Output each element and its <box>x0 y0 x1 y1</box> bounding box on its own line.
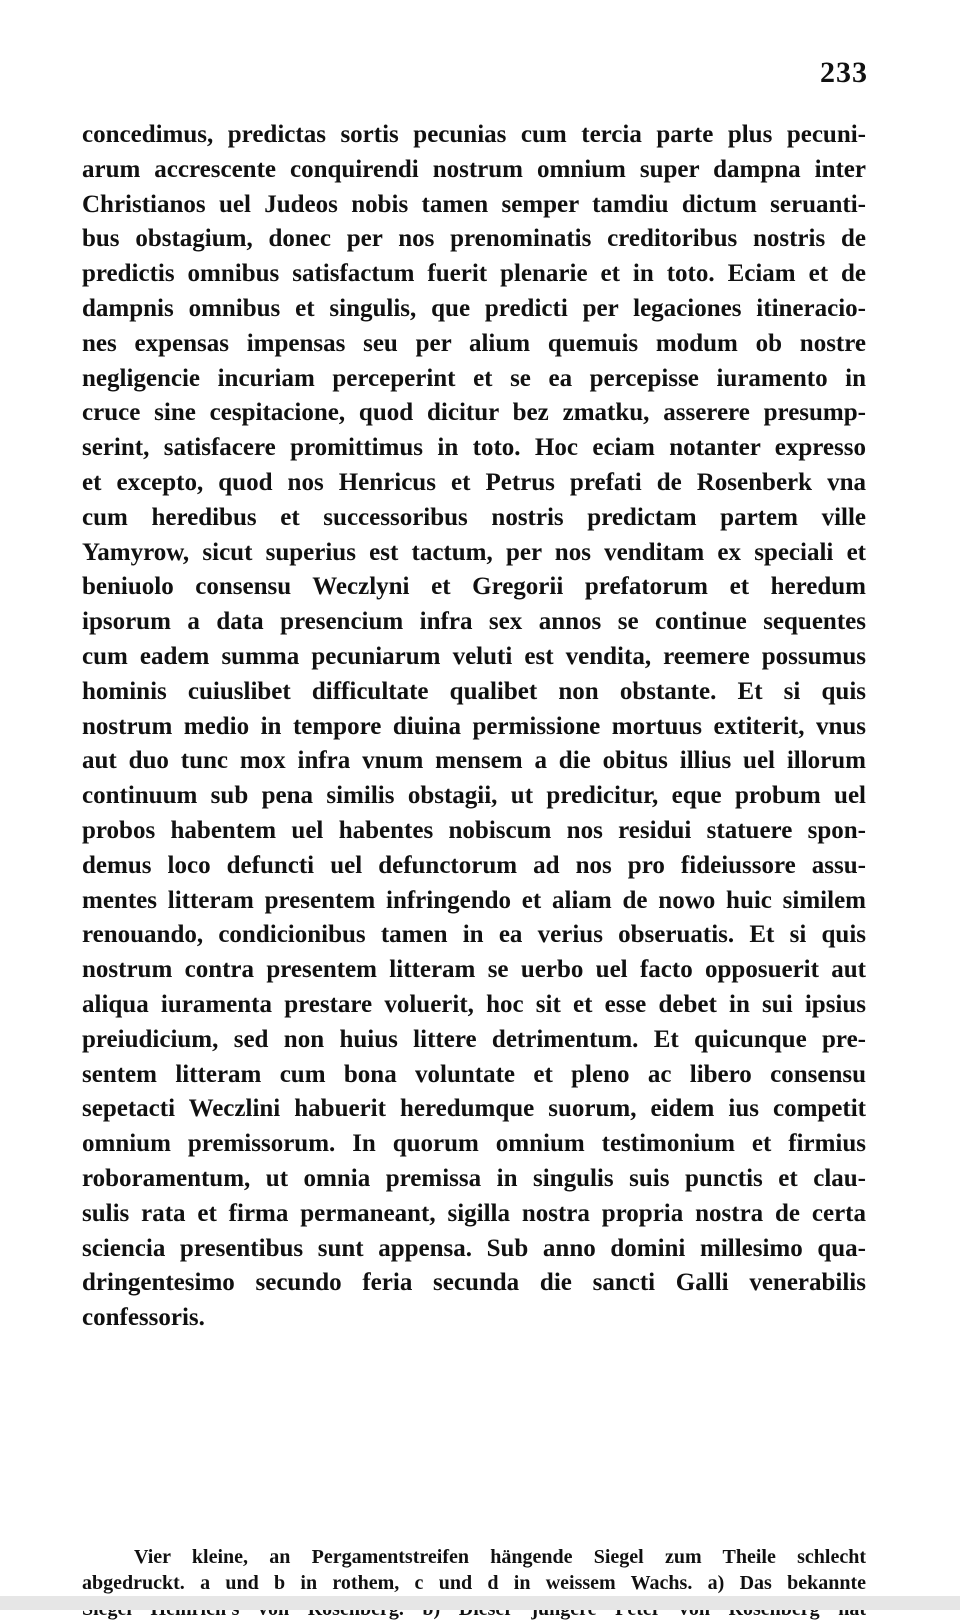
footnote <box>82 1544 866 1622</box>
body-line: nes expensas impensas seu per alium quemuis modum ob nostre <box>82 329 866 357</box>
body-line: sepetacti Weczlini habuerit heredumque suorum, eidem ius competit <box>82 1095 866 1123</box>
body-line: mentes litteram presentem infringendo et aliam de nowo huic similem <box>82 886 866 914</box>
page-bottom-edge <box>0 1596 960 1610</box>
body-line: predictis omnibus satisfactum fuerit plenarie et in toto. Eciam et de <box>82 260 866 288</box>
footnote-line: abgedruckt. a und b in rothem, c und d in weissem Wachs. a) Das bekannte <box>82 1572 866 1594</box>
body-line: bus obstagium, donec per nos prenominatis creditoribus nostris de <box>82 225 866 253</box>
body-line: serint, satisfacere promittimus in toto. Hoc eciam notanter expresso <box>82 434 866 462</box>
body-line: sulis rata et firma permaneant, sigilla nostra propria nostra de certa <box>82 1199 866 1227</box>
body-line: ipsorum a data presencium infra sex annos se continue sequentes <box>82 608 866 636</box>
page-number: 233 <box>820 56 868 89</box>
body-line: cruce sine cespitacione, quod dicitur bez zmatku, asserere presump- <box>82 399 866 427</box>
body-line: aliqua iuramenta prestare voluerit, hoc sit et esse debet in sui ipsius <box>82 990 866 1018</box>
body-line: hominis cuiuslibet difficultate qualibet non obstante. Et si quis <box>82 677 866 705</box>
body-line: nostrum medio in tempore diuina permissione mortuus extiterit, vnus <box>82 712 866 740</box>
body-line: et excepto, quod nos Henricus et Petrus prefati de Rosenberk vna <box>82 468 866 496</box>
body-line: preiudicium, sed non huius littere detrimentum. Et quicunque pre- <box>82 1025 866 1053</box>
body-line: Yamyrow, sicut superius est tactum, per nos venditam ex speciali et <box>82 538 866 566</box>
body-line: aut duo tunc mox infra vnum mensem a die obitus illius uel illorum <box>82 747 866 775</box>
body-line: continuum sub pena similis obstagii, ut predicitur, eque probum uel <box>82 782 866 810</box>
body-line: concedimus, predictas sortis pecunias cum tercia parte plus pecuni- <box>82 121 866 148</box>
body-line: roboramentum, ut omnia premissa in singulis suis punctis et clau- <box>82 1164 866 1192</box>
body-line: renouando, condicionibus tamen in ea verius obseruatis. Et si quis <box>82 921 866 949</box>
body-line: cum eadem summa pecuniarum veluti est vendita, reemere possumus <box>82 642 866 670</box>
footnote-line: Vier kleine, an Pergamentstreifen hängende Siegel zum Theile schlecht <box>134 1546 866 1568</box>
body-line: nostrum contra presentem litteram se uerbo uel facto opposuerit aut <box>82 956 866 984</box>
body-line: sciencia presentibus sunt appensa. Sub anno domini millesimo qua- <box>82 1234 866 1262</box>
body-line: dringentesimo secundo feria secunda die sancti Galli venerabilis <box>82 1269 866 1297</box>
body-line: dampnis omnibus et singulis, que predicti per legaciones itineracio- <box>82 294 866 322</box>
body-line: confessoris. <box>82 1304 205 1332</box>
body-line: probos habentem uel habentes nobiscum nos residui statuere spon- <box>82 816 866 844</box>
body-line: sentem litteram cum bona voluntate et pleno ac libero consensu <box>82 1060 866 1088</box>
body-line: cum heredibus et successoribus nostris predictam partem ville <box>82 503 866 531</box>
body-line: arum accrescente conquirendi nostrum omnium super dampna inter <box>82 155 866 183</box>
body-line: demus loco defuncti uel defunctorum ad nos pro fideiussore assu- <box>82 851 866 879</box>
body-line: negligencie incuriam perceperint et se ea percepisse iuramento in <box>82 364 866 392</box>
body-line: beniuolo consensu Weczlyni et Gregorii prefatorum et heredum <box>82 573 866 601</box>
body-line: Christianos uel Judeos nobis tamen semper tamdiu dictum seruanti- <box>82 190 866 218</box>
body-line: omnium premissorum. In quorum omnium testimonium et firmius <box>82 1130 866 1158</box>
body-text <box>82 118 866 1336</box>
